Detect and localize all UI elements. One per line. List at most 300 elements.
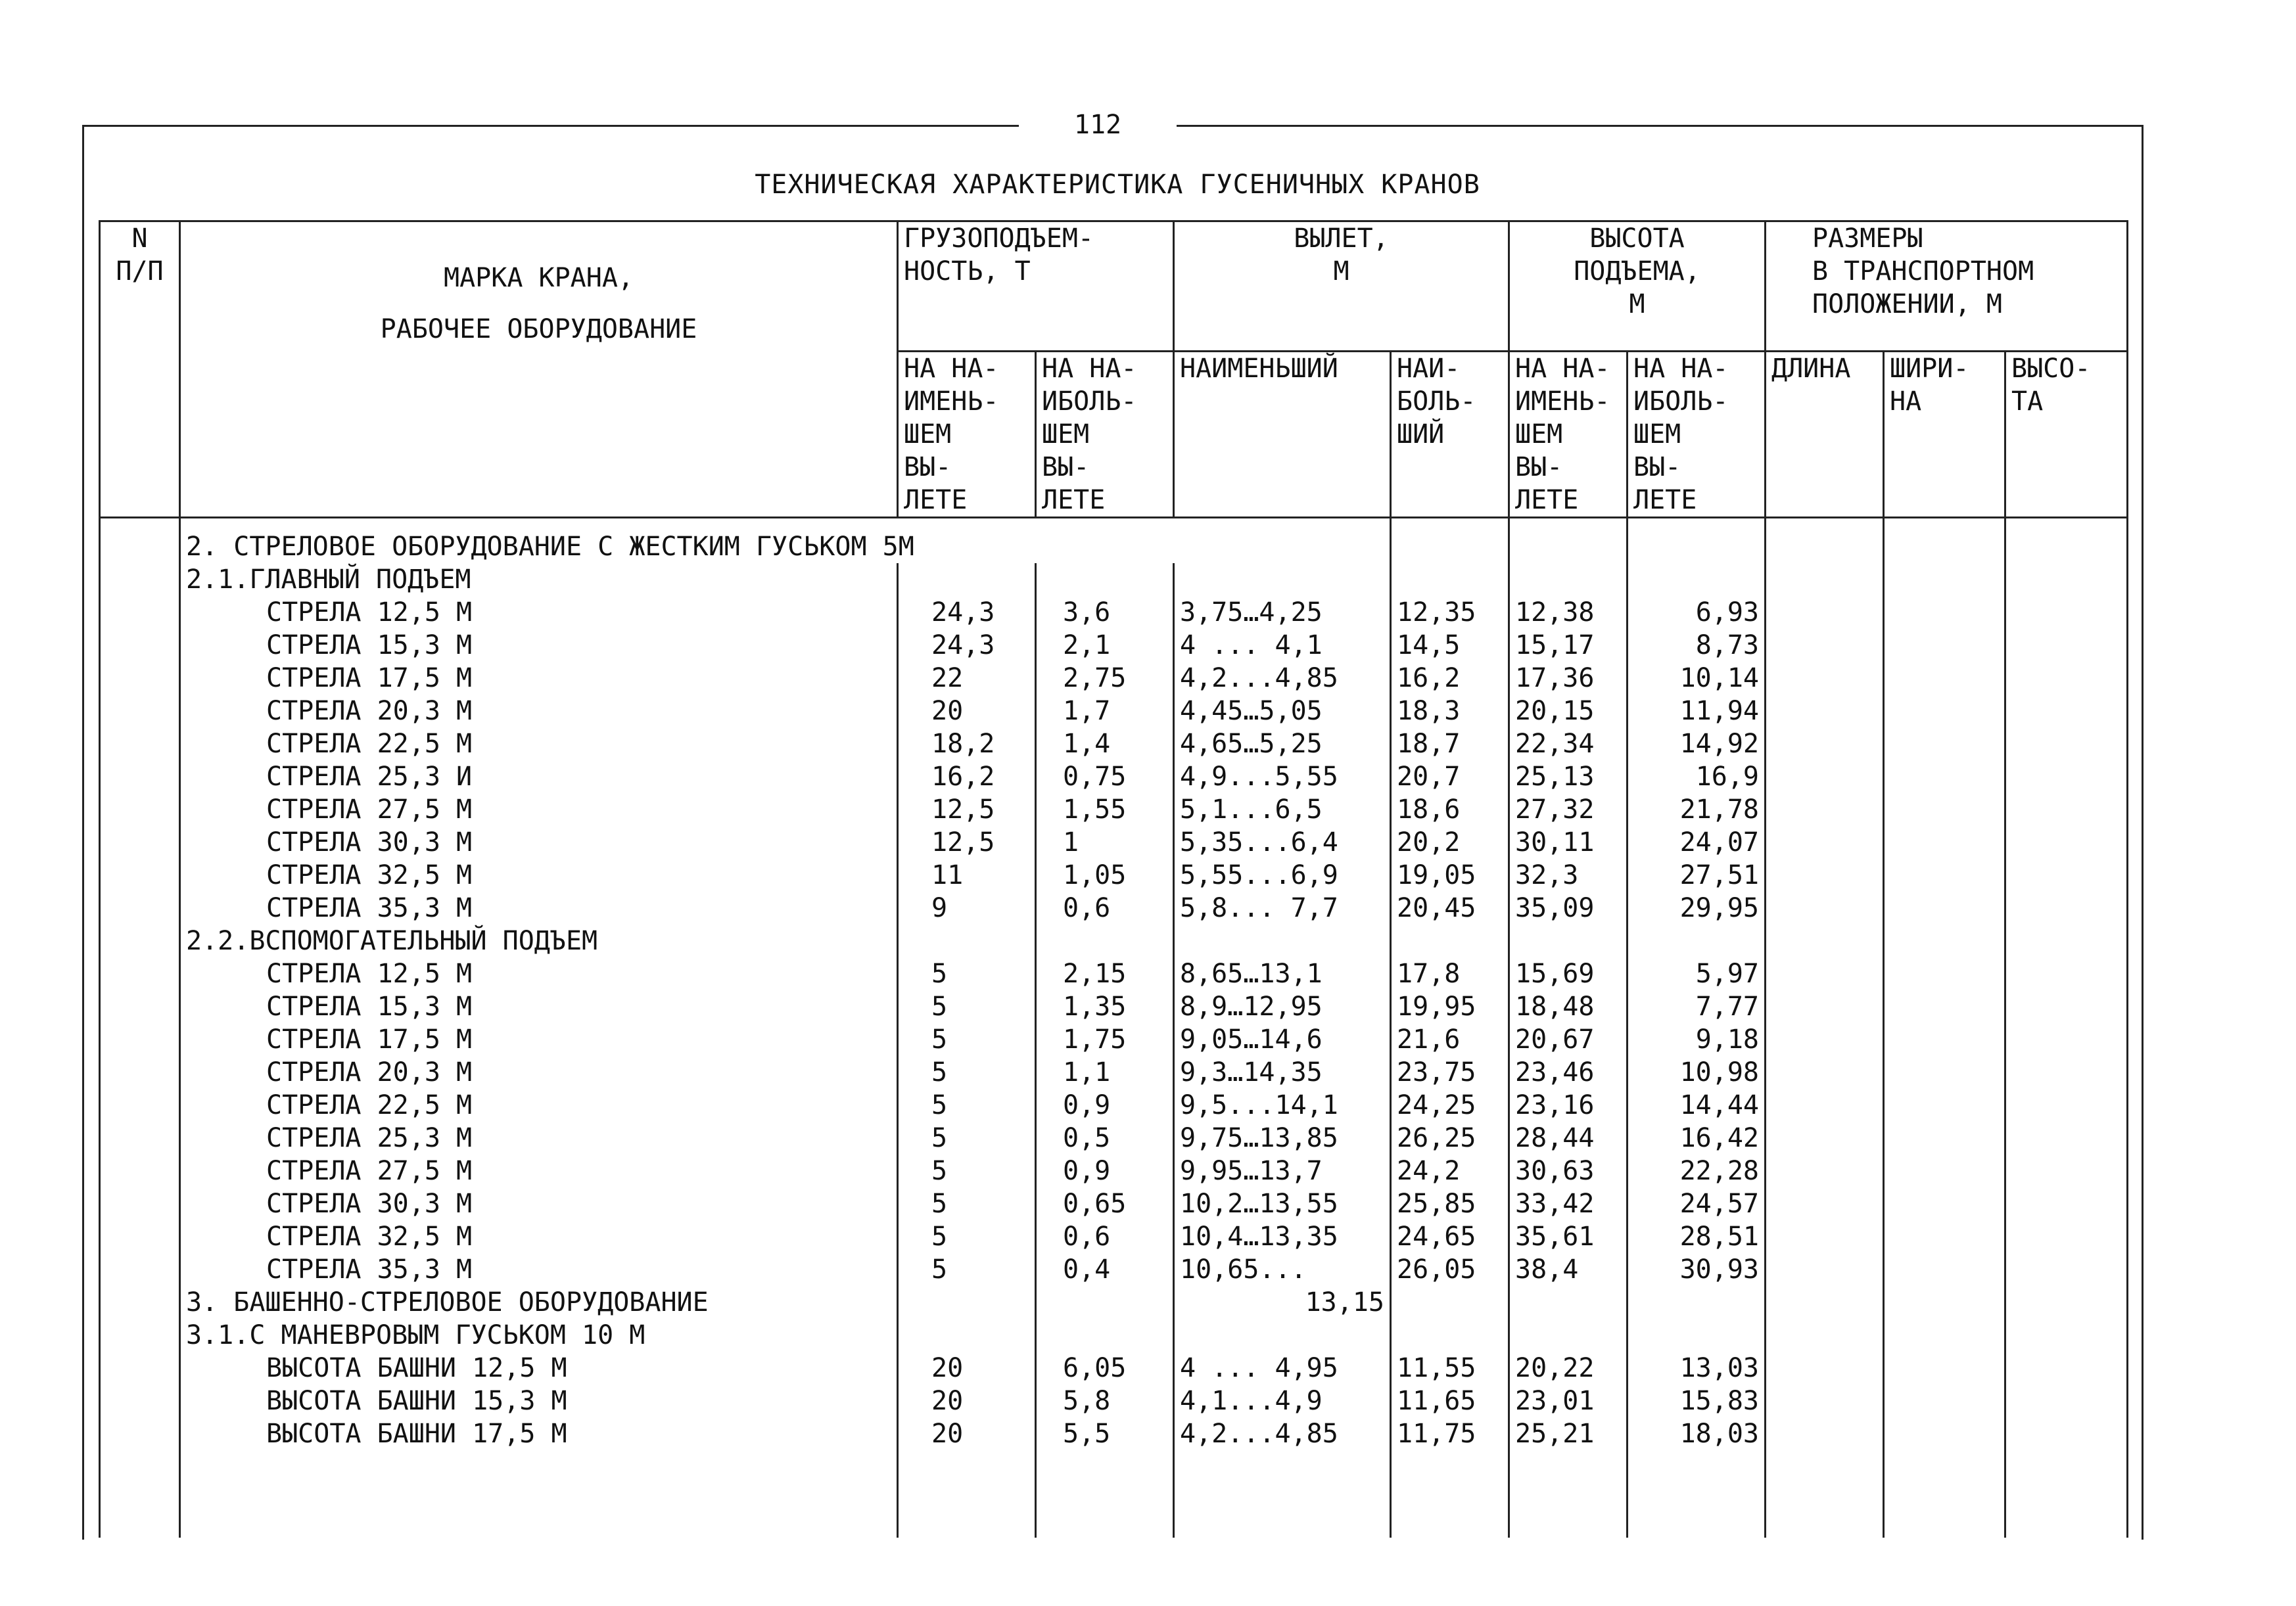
row-no-cell	[100, 1089, 180, 1122]
row-no-cell	[100, 1385, 180, 1417]
row-no-cell	[100, 1253, 180, 1286]
empty-cell	[1884, 1155, 2005, 1187]
row-no-cell	[100, 1352, 180, 1385]
empty-cell	[2005, 957, 2128, 990]
empty-cell	[1884, 826, 2005, 859]
table-row	[100, 892, 2128, 925]
row-no-cell	[100, 563, 180, 596]
empty-cell	[1884, 596, 2005, 629]
equipment-label: СТРЕЛА 35,3 М	[180, 1253, 898, 1286]
empty-cell	[1628, 925, 1766, 957]
height-max: 16,42	[1628, 1122, 1766, 1155]
equipment-label: СТРЕЛА 17,5 М	[180, 662, 898, 695]
reach-min: 4 ... 4,95	[1174, 1352, 1391, 1385]
equipment-label: СТРЕЛА 15,3 М	[180, 629, 898, 662]
height-min: 17,36	[1509, 662, 1628, 695]
empty-cell	[2005, 1122, 2128, 1155]
empty-cell	[2005, 1385, 2128, 1417]
table-row	[100, 957, 2128, 990]
capacity-max: 5,8	[1036, 1385, 1174, 1417]
equipment-label: ВЫСОТА БАШНИ 15,3 М	[180, 1385, 898, 1417]
empty-cell	[180, 1450, 898, 1538]
empty-cell	[1509, 1286, 1628, 1319]
empty-cell	[2005, 596, 2128, 629]
row-no-cell	[100, 1122, 180, 1155]
table-row	[100, 1155, 2128, 1187]
height-max: 10,14	[1628, 662, 1766, 695]
capacity-min: 20	[898, 1417, 1036, 1450]
empty-cell	[2005, 1417, 2128, 1450]
reach-min: 4,2...4,85	[1174, 1417, 1391, 1450]
row-no-cell	[100, 1220, 180, 1253]
capacity-min: 5	[898, 1122, 1036, 1155]
equipment-label: СТРЕЛА 12,5 М	[180, 596, 898, 629]
empty-cell	[898, 1450, 1036, 1538]
header-height: ВЫСОТА ПОДЪЕМА, М	[1509, 221, 1766, 352]
height-max: 10,98	[1628, 1056, 1766, 1089]
row-no-cell	[100, 596, 180, 629]
empty-cell	[2005, 1286, 2128, 1319]
empty-cell	[1884, 892, 2005, 925]
reach-max: 19,95	[1391, 990, 1509, 1023]
empty-cell	[2005, 760, 2128, 793]
reach-max: 18,7	[1391, 727, 1509, 760]
empty-cell	[2005, 727, 2128, 760]
empty-cell	[2005, 1450, 2128, 1538]
empty-cell	[1884, 1220, 2005, 1253]
capacity-max: 6,05	[1036, 1352, 1174, 1385]
reach-max: 16,2	[1391, 662, 1509, 695]
table-row	[100, 1122, 2128, 1155]
table-row	[100, 1253, 2128, 1286]
empty-cell	[1391, 563, 1509, 596]
capacity-max: 1,75	[1036, 1023, 1174, 1056]
table-body	[100, 518, 2128, 1538]
capacity-min: 5	[898, 1056, 1036, 1089]
table-title: ТЕХНИЧЕСКАЯ ХАРАКТЕРИСТИКА ГУСЕНИЧНЫХ КРАНОВ	[755, 170, 1480, 200]
empty-cell	[1036, 563, 1174, 596]
empty-cell	[1884, 990, 2005, 1023]
empty-cell	[100, 1450, 180, 1538]
empty-cell	[2005, 793, 2128, 826]
capacity-max: 3,6	[1036, 596, 1174, 629]
table-row	[100, 695, 2128, 727]
height-max: 21,78	[1628, 793, 1766, 826]
header-mark	[180, 221, 898, 518]
height-min: 32,3	[1509, 859, 1628, 892]
section-row	[100, 518, 2128, 564]
empty-cell	[1884, 925, 2005, 957]
height-min: 30,63	[1509, 1155, 1628, 1187]
row-no-cell	[100, 1187, 180, 1220]
empty-cell	[1174, 1319, 1391, 1352]
height-min: 23,01	[1509, 1385, 1628, 1417]
empty-cell	[1766, 925, 1884, 957]
equipment-label: СТРЕЛА 30,3 М	[180, 1187, 898, 1220]
height-max: 28,51	[1628, 1220, 1766, 1253]
row-no-cell	[100, 1023, 180, 1056]
table-row	[100, 1056, 2128, 1089]
header-width: ШИРИ- НА	[1884, 352, 2005, 518]
height-max: 22,28	[1628, 1155, 1766, 1187]
header-height-dim: ВЫСО- ТА	[2005, 352, 2128, 518]
reach-max: 20,2	[1391, 826, 1509, 859]
reach-min: 9,95…13,7	[1174, 1155, 1391, 1187]
empty-cell	[1509, 563, 1628, 596]
reach-max: 12,35	[1391, 596, 1509, 629]
empty-cell	[1884, 727, 2005, 760]
capacity-min: 22	[898, 662, 1036, 695]
capacity-max: 0,4	[1036, 1253, 1174, 1286]
empty-cell	[1884, 859, 2005, 892]
empty-cell	[1391, 1319, 1509, 1352]
equipment-label: СТРЕЛА 25,3 М	[180, 1122, 898, 1155]
empty-cell	[1884, 662, 2005, 695]
header-h-max: НА НА- ИБОЛЬ- ШЕМ ВЫ- ЛЕТЕ	[1628, 352, 1766, 518]
capacity-min: 24,3	[898, 596, 1036, 629]
empty-cell	[1766, 826, 1884, 859]
height-max: 14,44	[1628, 1089, 1766, 1122]
empty-cell	[1766, 1187, 1884, 1220]
row-no-cell	[100, 826, 180, 859]
capacity-min: 20	[898, 695, 1036, 727]
section-row	[100, 1319, 2128, 1352]
empty-cell	[1766, 727, 1884, 760]
reach-max: 24,25	[1391, 1089, 1509, 1122]
height-max: 7,77	[1628, 990, 1766, 1023]
height-max: 14,92	[1628, 727, 1766, 760]
empty-cell	[1391, 1450, 1509, 1538]
empty-cell	[1766, 695, 1884, 727]
empty-cell	[1766, 1056, 1884, 1089]
capacity-max: 0,9	[1036, 1089, 1174, 1122]
row-no-cell	[100, 662, 180, 695]
equipment-label: СТРЕЛА 27,5 М	[180, 793, 898, 826]
empty-cell	[2005, 1253, 2128, 1286]
height-min: 25,13	[1509, 760, 1628, 793]
empty-cell	[1766, 859, 1884, 892]
reach-min: 9,5...14,1	[1174, 1089, 1391, 1122]
height-min: 23,46	[1509, 1056, 1628, 1089]
empty-cell	[2005, 1023, 2128, 1056]
reach-min: 3,75…4,25	[1174, 596, 1391, 629]
equipment-label: СТРЕЛА 17,5 М	[180, 1023, 898, 1056]
capacity-max: 1,55	[1036, 793, 1174, 826]
capacity-max: 0,6	[1036, 1220, 1174, 1253]
reach-max: 25,85	[1391, 1187, 1509, 1220]
empty-cell	[1884, 1286, 2005, 1319]
empty-cell	[1766, 990, 1884, 1023]
capacity-min: 5	[898, 957, 1036, 990]
table-row	[100, 1385, 2128, 1417]
table-row	[100, 629, 2128, 662]
reach-max: 20,7	[1391, 760, 1509, 793]
empty-cell	[1884, 1089, 2005, 1122]
reach-min: 10,65...	[1174, 1253, 1391, 1286]
height-min: 28,44	[1509, 1122, 1628, 1155]
empty-cell	[1036, 925, 1174, 957]
reach-max: 26,05	[1391, 1253, 1509, 1286]
capacity-max: 1,7	[1036, 695, 1174, 727]
reach-max: 18,6	[1391, 793, 1509, 826]
empty-cell	[1884, 1187, 2005, 1220]
empty-cell	[1509, 1450, 1628, 1538]
height-min: 15,69	[1509, 957, 1628, 990]
height-max: 11,94	[1628, 695, 1766, 727]
header-cap-min: НА НА- ИМЕНЬ- ШЕМ ВЫ- ЛЕТЕ	[898, 352, 1036, 518]
empty-cell	[898, 563, 1036, 596]
equipment-label: СТРЕЛА 15,3 М	[180, 990, 898, 1023]
empty-cell	[1766, 892, 1884, 925]
row-no-cell	[100, 859, 180, 892]
empty-cell	[1766, 1155, 1884, 1187]
reach-max: 23,75	[1391, 1056, 1509, 1089]
capacity-max: 1,4	[1036, 727, 1174, 760]
equipment-label: СТРЕЛА 35,3 М	[180, 892, 898, 925]
section-title: 2.2.ВСПОМОГАТЕЛЬНЫЙ ПОДЪЕМ	[180, 925, 898, 957]
empty-cell	[1174, 563, 1391, 596]
section-title: 2.1.ГЛАВНЫЙ ПОДЪЕМ	[180, 563, 898, 596]
empty-cell	[2005, 1056, 2128, 1089]
empty-cell	[1884, 1253, 2005, 1286]
capacity-max: 5,5	[1036, 1417, 1174, 1450]
table-row	[100, 990, 2128, 1023]
empty-cell	[1391, 518, 1509, 564]
header-reach-min: НАИМЕНЬШИЙ	[1174, 352, 1391, 518]
capacity-max: 0,9	[1036, 1155, 1174, 1187]
section-title: 3. БАШЕННО-СТРЕЛОВОЕ ОБОРУДОВАНИЕ	[180, 1286, 898, 1319]
reach-max: 17,8	[1391, 957, 1509, 990]
height-max: 8,73	[1628, 629, 1766, 662]
height-max: 9,18	[1628, 1023, 1766, 1056]
empty-cell	[1174, 925, 1391, 957]
height-max: 24,57	[1628, 1187, 1766, 1220]
header-reach: ВЫЛЕТ, М	[1174, 221, 1509, 352]
reach-min: 4,1...4,9	[1174, 1385, 1391, 1417]
empty-cell	[1766, 1253, 1884, 1286]
capacity-min: 12,5	[898, 793, 1036, 826]
reach-max: 18,3	[1391, 695, 1509, 727]
capacity-max: 0,6	[1036, 892, 1174, 925]
empty-cell	[2005, 695, 2128, 727]
height-max: 16,9	[1628, 760, 1766, 793]
empty-cell	[1884, 1450, 2005, 1538]
header-dims: РАЗМЕРЫ В ТРАНСПОРТНОМ ПОЛОЖЕНИИ, М	[1766, 221, 2128, 352]
empty-cell	[1884, 1319, 2005, 1352]
capacity-min: 18,2	[898, 727, 1036, 760]
height-max: 24,07	[1628, 826, 1766, 859]
empty-cell	[1884, 695, 2005, 727]
height-max: 13,03	[1628, 1352, 1766, 1385]
row-no-cell	[100, 1056, 180, 1089]
empty-cell	[1884, 760, 2005, 793]
section-title: 2. СТРЕЛОВОЕ ОБОРУДОВАНИЕ С ЖЕСТКИМ ГУСЬКОМ 5М	[180, 518, 1391, 564]
height-max: 5,97	[1628, 957, 1766, 990]
capacity-min: 5	[898, 1155, 1036, 1187]
empty-cell	[1766, 957, 1884, 990]
reach-min: 8,9…12,95	[1174, 990, 1391, 1023]
row-no-cell	[100, 727, 180, 760]
empty-cell	[2005, 1319, 2128, 1352]
reach-max: 24,65	[1391, 1220, 1509, 1253]
table-row	[100, 793, 2128, 826]
empty-cell	[1766, 1089, 1884, 1122]
header-length: ДЛИНА	[1766, 352, 1884, 518]
empty-cell	[898, 1286, 1036, 1319]
header-capacity: ГРУЗОПОДЪЕМ- НОСТЬ, Т	[898, 221, 1174, 352]
empty-cell	[1766, 1319, 1884, 1352]
capacity-min: 24,3	[898, 629, 1036, 662]
empty-cell	[2005, 1155, 2128, 1187]
empty-cell	[898, 1319, 1036, 1352]
header-mark-line1: МАРКА КРАНА,	[444, 263, 634, 293]
empty-cell	[2005, 925, 2128, 957]
reach-min: 4,65…5,25	[1174, 727, 1391, 760]
reach-max: 11,75	[1391, 1417, 1509, 1450]
empty-cell	[1884, 957, 2005, 990]
height-min: 20,67	[1509, 1023, 1628, 1056]
empty-cell	[1884, 1056, 2005, 1089]
capacity-min: 20	[898, 1385, 1036, 1417]
filler-row	[100, 1450, 2128, 1538]
empty-cell	[2005, 563, 2128, 596]
equipment-label: СТРЕЛА 32,5 М	[180, 1220, 898, 1253]
row-no-cell	[100, 1319, 180, 1352]
capacity-max: 1,35	[1036, 990, 1174, 1023]
empty-cell	[1884, 1417, 2005, 1450]
section-row	[100, 925, 2128, 957]
empty-cell	[2005, 1220, 2128, 1253]
equipment-label: СТРЕЛА 12,5 М	[180, 957, 898, 990]
empty-cell	[1509, 1319, 1628, 1352]
empty-cell	[1766, 596, 1884, 629]
table-row	[100, 1220, 2128, 1253]
capacity-max: 1,05	[1036, 859, 1174, 892]
table-row	[100, 1352, 2128, 1385]
reach-min: 4,45…5,05	[1174, 695, 1391, 727]
equipment-label: СТРЕЛА 20,3 М	[180, 695, 898, 727]
empty-cell	[1509, 518, 1628, 564]
header-cap-max: НА НА- ИБОЛЬ- ШЕМ ВЫ- ЛЕТЕ	[1036, 352, 1174, 518]
empty-cell	[1766, 1286, 1884, 1319]
height-min: 33,42	[1509, 1187, 1628, 1220]
equipment-label: СТРЕЛА 20,3 М	[180, 1056, 898, 1089]
header-row-1	[100, 221, 2128, 352]
empty-cell	[2005, 892, 2128, 925]
empty-cell	[2005, 662, 2128, 695]
empty-cell	[1884, 793, 2005, 826]
table-row	[100, 760, 2128, 793]
page-number: 112	[1019, 105, 1177, 145]
header-no: N П/П	[100, 221, 180, 518]
reach-min: 4,2...4,85	[1174, 662, 1391, 695]
capacity-max: 1,1	[1036, 1056, 1174, 1089]
height-min: 23,16	[1509, 1089, 1628, 1122]
empty-cell	[1391, 925, 1509, 957]
row-no-cell	[100, 892, 180, 925]
row-no-cell	[100, 925, 180, 957]
height-min: 20,15	[1509, 695, 1628, 727]
height-min: 25,21	[1509, 1417, 1628, 1450]
empty-cell	[898, 925, 1036, 957]
section-row	[100, 1286, 2128, 1319]
header-mark-line2: РАБОЧЕЕ ОБОРУДОВАНИЕ	[380, 314, 697, 344]
reach-min: 4 ... 4,1	[1174, 629, 1391, 662]
table-row	[100, 1187, 2128, 1220]
reach-min: 4,9...5,55	[1174, 760, 1391, 793]
row-no-cell	[100, 793, 180, 826]
capacity-max: 0,5	[1036, 1122, 1174, 1155]
equipment-label: СТРЕЛА 32,5 М	[180, 859, 898, 892]
reach-min-continuation: 13,15	[1174, 1286, 1391, 1319]
empty-cell	[1391, 1286, 1509, 1319]
row-no-cell	[100, 1155, 180, 1187]
empty-cell	[1766, 1417, 1884, 1450]
empty-cell	[1036, 1319, 1174, 1352]
reach-max: 20,45	[1391, 892, 1509, 925]
section-title: 3.1.С МАНЕВРОВЫМ ГУСЬКОМ 10 М	[180, 1319, 898, 1352]
empty-cell	[1766, 518, 1884, 564]
equipment-label: ВЫСОТА БАШНИ 12,5 М	[180, 1352, 898, 1385]
capacity-max: 0,65	[1036, 1187, 1174, 1220]
height-max: 29,95	[1628, 892, 1766, 925]
empty-cell	[1766, 563, 1884, 596]
reach-min: 5,35...6,4	[1174, 826, 1391, 859]
table-row	[100, 826, 2128, 859]
empty-cell	[2005, 518, 2128, 564]
height-min: 12,38	[1509, 596, 1628, 629]
reach-min: 10,2…13,55	[1174, 1187, 1391, 1220]
capacity-min: 5	[898, 1187, 1036, 1220]
empty-cell	[1766, 662, 1884, 695]
height-min: 35,09	[1509, 892, 1628, 925]
reach-max: 11,55	[1391, 1352, 1509, 1385]
table-row	[100, 1417, 2128, 1450]
reach-max: 14,5	[1391, 629, 1509, 662]
reach-min: 5,1...6,5	[1174, 793, 1391, 826]
reach-min: 5,55...6,9	[1174, 859, 1391, 892]
equipment-label: СТРЕЛА 22,5 М	[180, 727, 898, 760]
capacity-min: 5	[898, 990, 1036, 1023]
height-min: 35,61	[1509, 1220, 1628, 1253]
equipment-label: СТРЕЛА 27,5 М	[180, 1155, 898, 1187]
height-max: 15,83	[1628, 1385, 1766, 1417]
table-row	[100, 1023, 2128, 1056]
row-no-cell	[100, 990, 180, 1023]
empty-cell	[1174, 1450, 1391, 1538]
height-min: 27,32	[1509, 793, 1628, 826]
empty-cell	[2005, 1187, 2128, 1220]
empty-cell	[2005, 859, 2128, 892]
section-row	[100, 563, 2128, 596]
capacity-max: 0,75	[1036, 760, 1174, 793]
header-h-min: НА НА- ИМЕНЬ- ШЕМ ВЫ- ЛЕТЕ	[1509, 352, 1628, 518]
capacity-max: 2,15	[1036, 957, 1174, 990]
empty-cell	[1884, 629, 2005, 662]
empty-cell	[2005, 826, 2128, 859]
reach-max: 11,65	[1391, 1385, 1509, 1417]
height-min: 15,17	[1509, 629, 1628, 662]
empty-cell	[1766, 1122, 1884, 1155]
reach-max: 26,25	[1391, 1122, 1509, 1155]
height-min: 38,4	[1509, 1253, 1628, 1286]
height-max: 27,51	[1628, 859, 1766, 892]
row-no-cell	[100, 695, 180, 727]
height-min: 18,48	[1509, 990, 1628, 1023]
table-row	[100, 596, 2128, 629]
capacity-max: 2,1	[1036, 629, 1174, 662]
capacity-max: 1	[1036, 826, 1174, 859]
